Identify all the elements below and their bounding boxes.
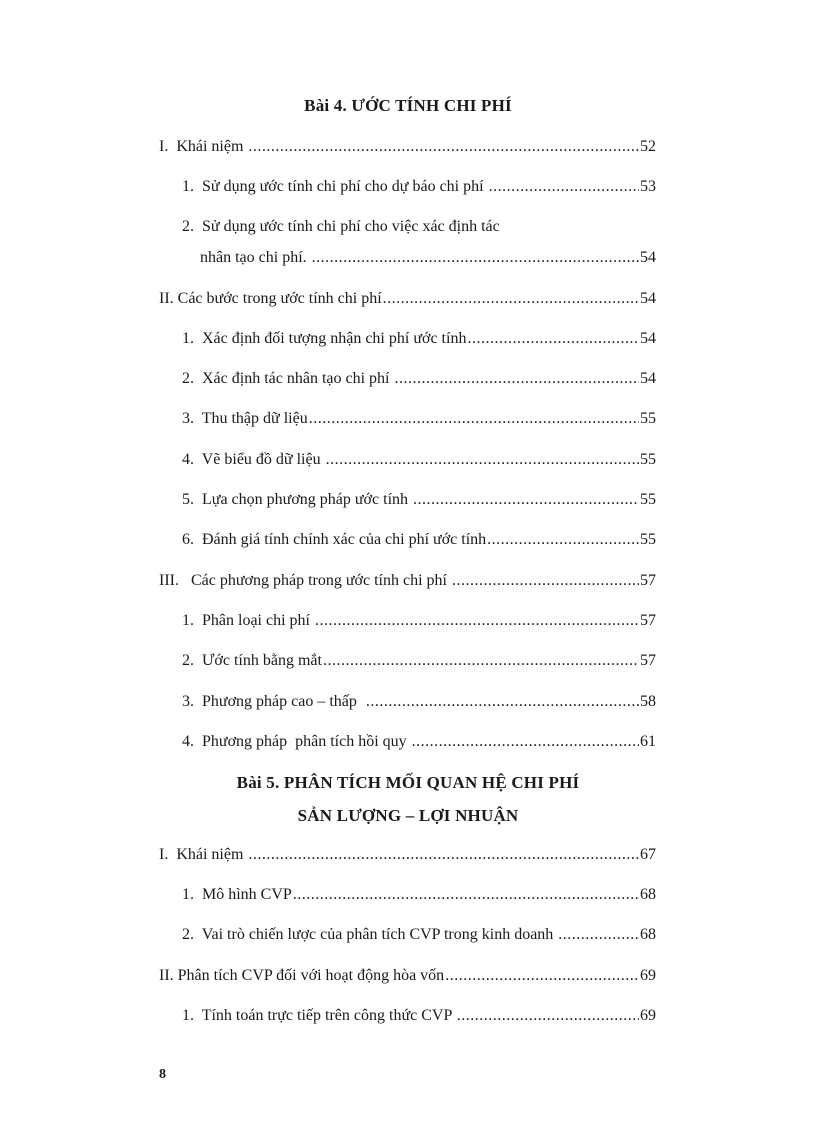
toc-entry-page: 53 xyxy=(640,178,656,195)
toc-entry[interactable] xyxy=(182,490,656,510)
dot-leader xyxy=(326,450,639,470)
toc-entry[interactable] xyxy=(182,885,656,905)
toc-entry-label: 4. Phương pháp phân tích hồi quy xyxy=(182,733,411,750)
toc-entry-label: 3. Phương pháp cao – thấp xyxy=(182,693,365,710)
toc-entry-label: 1. Tính toán trực tiếp trên công thức CVP xyxy=(182,1007,456,1024)
toc-entry-page: 52 xyxy=(640,138,656,155)
toc-entry-label: 1. Sử dụng ước tính chi phí cho dự báo chi phí xyxy=(182,178,488,195)
toc-entry-page: 57 xyxy=(640,652,656,669)
dot-leader xyxy=(366,692,639,712)
toc-entry-label: 1. Xác định đối tượng nhận chi phí ước tính xyxy=(182,330,467,347)
toc-entry[interactable] xyxy=(182,732,656,752)
dot-leader xyxy=(445,966,639,986)
toc-entry[interactable] xyxy=(159,966,656,986)
toc-entry-page: 55 xyxy=(640,491,656,508)
toc-entry-label: 4. Vẽ biểu đồ dữ liệu xyxy=(182,451,325,468)
toc-entry-page: 57 xyxy=(640,612,656,629)
toc-entry-page: 69 xyxy=(640,967,656,984)
dot-leader xyxy=(312,248,639,268)
toc-entry-page: 54 xyxy=(640,290,656,307)
toc-entry[interactable] xyxy=(182,329,656,349)
toc-entry-label: 3. Thu thập dữ liệu xyxy=(182,410,308,427)
dot-leader xyxy=(309,409,639,429)
toc-entry[interactable] xyxy=(159,289,656,309)
toc-entry[interactable] xyxy=(182,1006,656,1026)
dot-leader xyxy=(467,329,639,349)
toc-entry[interactable] xyxy=(182,177,656,197)
toc-entry-page: 61 xyxy=(640,733,656,750)
dot-leader xyxy=(413,490,639,510)
toc-entry-page: 68 xyxy=(640,926,656,943)
toc-entry[interactable] xyxy=(159,137,656,157)
toc-entry-page: 67 xyxy=(640,846,656,863)
toc-entry-page: 58 xyxy=(640,693,656,710)
dot-leader xyxy=(558,925,639,945)
lesson-5-title-line-1: Bài 5. PHÂN TÍCH MỐI QUAN HỆ CHI PHÍ xyxy=(236,773,580,792)
toc-entry[interactable] xyxy=(182,409,656,429)
page-number: 8 xyxy=(159,1067,166,1082)
toc-entry[interactable] xyxy=(182,611,656,631)
toc-entry-label: 6. Đánh giá tính chính xác của chi phí ước tính xyxy=(182,531,487,548)
lesson-5-title-line-2: SẢN LƯỢNG – LỢI NHUẬN xyxy=(297,806,519,825)
toc-entry-page: 68 xyxy=(640,886,656,903)
dot-leader xyxy=(248,137,639,157)
toc-entry[interactable] xyxy=(182,369,656,389)
dot-leader xyxy=(412,732,639,752)
toc-entry-label: 1. Phân loại chi phí xyxy=(182,612,314,629)
toc-entry-label: II. Phân tích CVP đối với hoạt động hòa vốn xyxy=(159,967,445,984)
toc-entry-page: 57 xyxy=(640,572,656,589)
dot-leader xyxy=(395,369,640,389)
dot-leader xyxy=(487,530,639,550)
toc-entry[interactable] xyxy=(182,450,656,470)
toc-entry[interactable] xyxy=(182,530,656,550)
toc-entry-label: III. Các phương pháp trong ước tính chi phí xyxy=(159,572,451,589)
toc-entry[interactable] xyxy=(159,845,656,865)
toc-entry-label[interactable]: 2. Sử dụng ước tính chi phí cho việc xác định tác xyxy=(182,218,500,235)
toc-entry[interactable] xyxy=(182,692,656,712)
dot-leader xyxy=(457,1006,639,1026)
toc-entry[interactable] xyxy=(182,651,656,671)
toc-entry-label: I. Khái niệm xyxy=(159,846,248,863)
lesson-4-title: Bài 4. ƯỚC TÍNH CHI PHÍ xyxy=(304,96,512,115)
toc-entry[interactable] xyxy=(182,925,656,945)
toc-entry-label: nhân tạo chi phí. xyxy=(200,249,311,266)
dot-leader xyxy=(293,885,639,905)
dot-leader xyxy=(323,651,639,671)
dot-leader xyxy=(452,571,639,591)
toc-entry-label: I. Khái niệm xyxy=(159,138,248,155)
dot-leader xyxy=(383,289,639,309)
toc-entry-page: 55 xyxy=(640,531,656,548)
toc-entry-page: 54 xyxy=(640,330,656,347)
toc-entry-page: 55 xyxy=(640,451,656,468)
dot-leader xyxy=(248,845,639,865)
dot-leader xyxy=(315,611,639,631)
dot-leader xyxy=(489,177,639,197)
toc-entry[interactable] xyxy=(159,571,656,591)
toc-entry-label: 2. Xác định tác nhân tạo chi phí xyxy=(182,370,394,387)
toc-entry-label: 5. Lựa chọn phương pháp ước tính xyxy=(182,491,413,508)
toc-entry-label: II. Các bước trong ước tính chi phí xyxy=(159,290,382,307)
toc-entry-page: 69 xyxy=(640,1007,656,1024)
toc-entry-page: 54 xyxy=(640,370,656,387)
toc-entry[interactable] xyxy=(200,248,656,268)
toc-entry-label: 2. Ước tính bằng mắt xyxy=(182,652,322,669)
toc-entry-label: 2. Vai trò chiến lược của phân tích CVP trong kinh doanh xyxy=(182,926,558,943)
toc-entry-page: 54 xyxy=(640,249,656,266)
toc-entry-page: 55 xyxy=(640,410,656,427)
toc-entry-label: 1. Mô hình CVP xyxy=(182,886,292,903)
